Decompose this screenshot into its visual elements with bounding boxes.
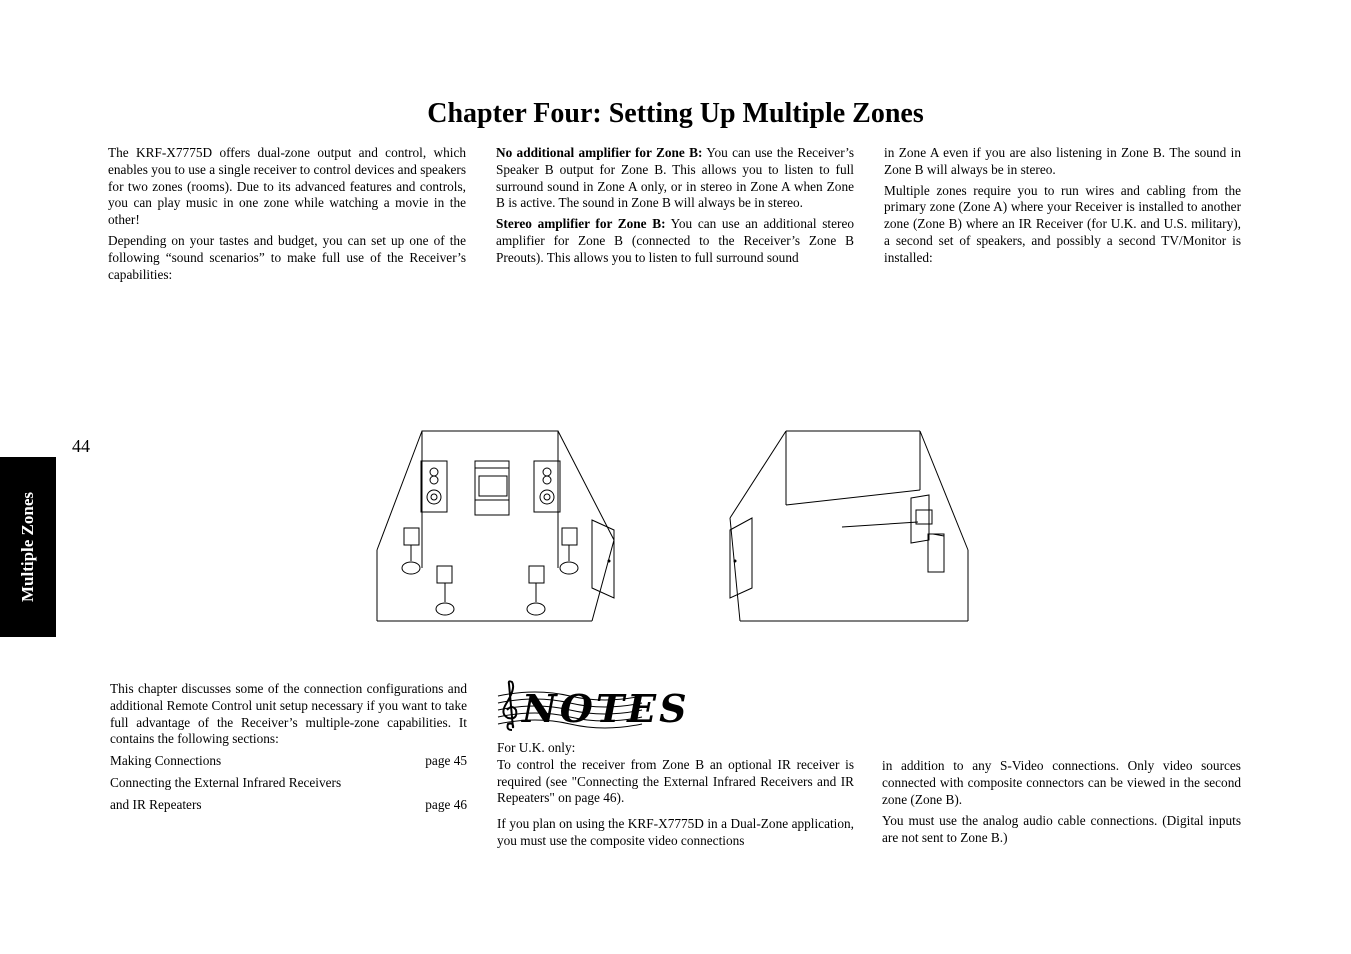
chapter-summary-column <box>110 681 467 819</box>
zone-a-left-wall <box>377 431 422 568</box>
uk-text: To control the receiver from Zone B an optional IR receiver is required (see "Connecting the External Infrared Receivers and IR Repeaters" on page 46). <box>497 756 854 806</box>
scenario-2-label: Stereo amplifier for Zone B: <box>496 216 666 232</box>
zone-b-illustration <box>728 430 970 622</box>
rear-right-speaker <box>529 566 544 583</box>
notes-continued-column <box>882 758 1241 851</box>
scenarios-column <box>496 145 854 271</box>
tv-cabinet <box>475 461 509 515</box>
scenario-1 <box>496 145 854 212</box>
zone-a-door <box>592 520 614 598</box>
intro-paragraph-1: The KRF-X7775D offers dual-zone output and control, which enables you to use a single receiver to control devices and speakers for two zones (rooms). Due to its advanced features and controls, you can play music in one zone while watching a movie in the other! <box>108 145 466 228</box>
zone-b-right-wall-edge <box>920 431 968 550</box>
intro-column <box>108 145 466 287</box>
zone-b-speaker <box>928 534 944 572</box>
toc-item-page: page 45 <box>425 753 467 769</box>
audio-note: You must use the analog audio cable connections. (Digital inputs are not sent to Zone B.) <box>882 813 1241 846</box>
dual-zone-text: If you plan on using the KRF-X7775D in a Dual-Zone application, you must use the composite video connections <box>497 816 854 848</box>
tv-screen <box>479 476 507 496</box>
side-tab-label: Multiple Zones <box>18 491 37 603</box>
zone-b-ir-receiver <box>916 510 932 524</box>
toc-item-label: and IR Repeaters <box>110 796 202 812</box>
notes-logo <box>496 678 690 734</box>
toc-item-label: Connecting the External Infrared Receivers <box>110 774 342 790</box>
scenario-2-text: You can use an additional stereo amplifier for Zone B (connected to the Receiver’s Zone B Preouts). This allows you to listen to full surround sound <box>496 216 854 265</box>
chapter-summary-text: This chapter discusses some of the connection configurations and additional Remote Control unit setup necessary if you want to take full advantage of the Receiver’s multiple-zone capabilities. It contains the following sections: <box>110 681 467 747</box>
toc-item[interactable] <box>110 753 467 770</box>
zones-paragraph-2: Multiple zones require you to run wires and cabling from the primary zone (Zone A) where your Receiver is installed to another zone (Zone B) where an IR Receiver (for U.K. and U.S. military), a second set of speakers, and possibly a second TV/Monitor is installed: <box>884 182 1241 265</box>
scenario-1-label: No additional amplifier for Zone B: <box>496 145 703 160</box>
video-note: in addition to any S-Video connections. Only video sources connected with composite connectors can be viewed in the second zone (Zone B). <box>882 758 1241 807</box>
zone-a-illustration <box>376 430 618 622</box>
toc-item-label: Making Connections <box>110 753 222 769</box>
toc-item-page: page 46 <box>425 796 467 812</box>
surround-left-speaker <box>404 528 419 545</box>
notes-logo-text: NOTES <box>522 686 690 731</box>
zone-b-receiver <box>911 495 929 543</box>
toc-item[interactable] <box>110 775 467 792</box>
rear-left-speaker <box>437 566 452 583</box>
intro-paragraph-2: Depending on your tastes and budget, you can set up one of the following “sound scenarios” to make full use of the Receiver’s capabilities: <box>108 232 466 282</box>
zone-b-cable <box>842 522 918 527</box>
notes-column <box>497 740 854 854</box>
page-title: Chapter Four: Setting Up Multiple Zones <box>427 98 924 129</box>
side-tab <box>0 457 56 637</box>
zone-b-left-wall-edge <box>730 431 786 518</box>
scenario-1-text: You can use the Receiver’s Speaker B output for Zone B. This allows you to listen to full surround sound in Zone A only, or in stereo in Zone A when Zone B is active. The sound in Zone B will always be in stereo. <box>496 145 854 211</box>
page-number: 44 <box>72 436 90 456</box>
zone-a-right-wall-edge <box>558 431 614 540</box>
uk-heading: For U.K. only: <box>497 740 576 755</box>
scenario-2 <box>496 216 854 266</box>
zones-paragraph-1: in Zone A even if you are also listening in Zone B. The sound in Zone B will always be in stereo. <box>884 145 1241 177</box>
zones-column <box>884 145 1241 271</box>
zone-b-door <box>730 518 752 598</box>
surround-right-speaker <box>562 528 577 545</box>
toc-item[interactable] <box>110 797 467 814</box>
